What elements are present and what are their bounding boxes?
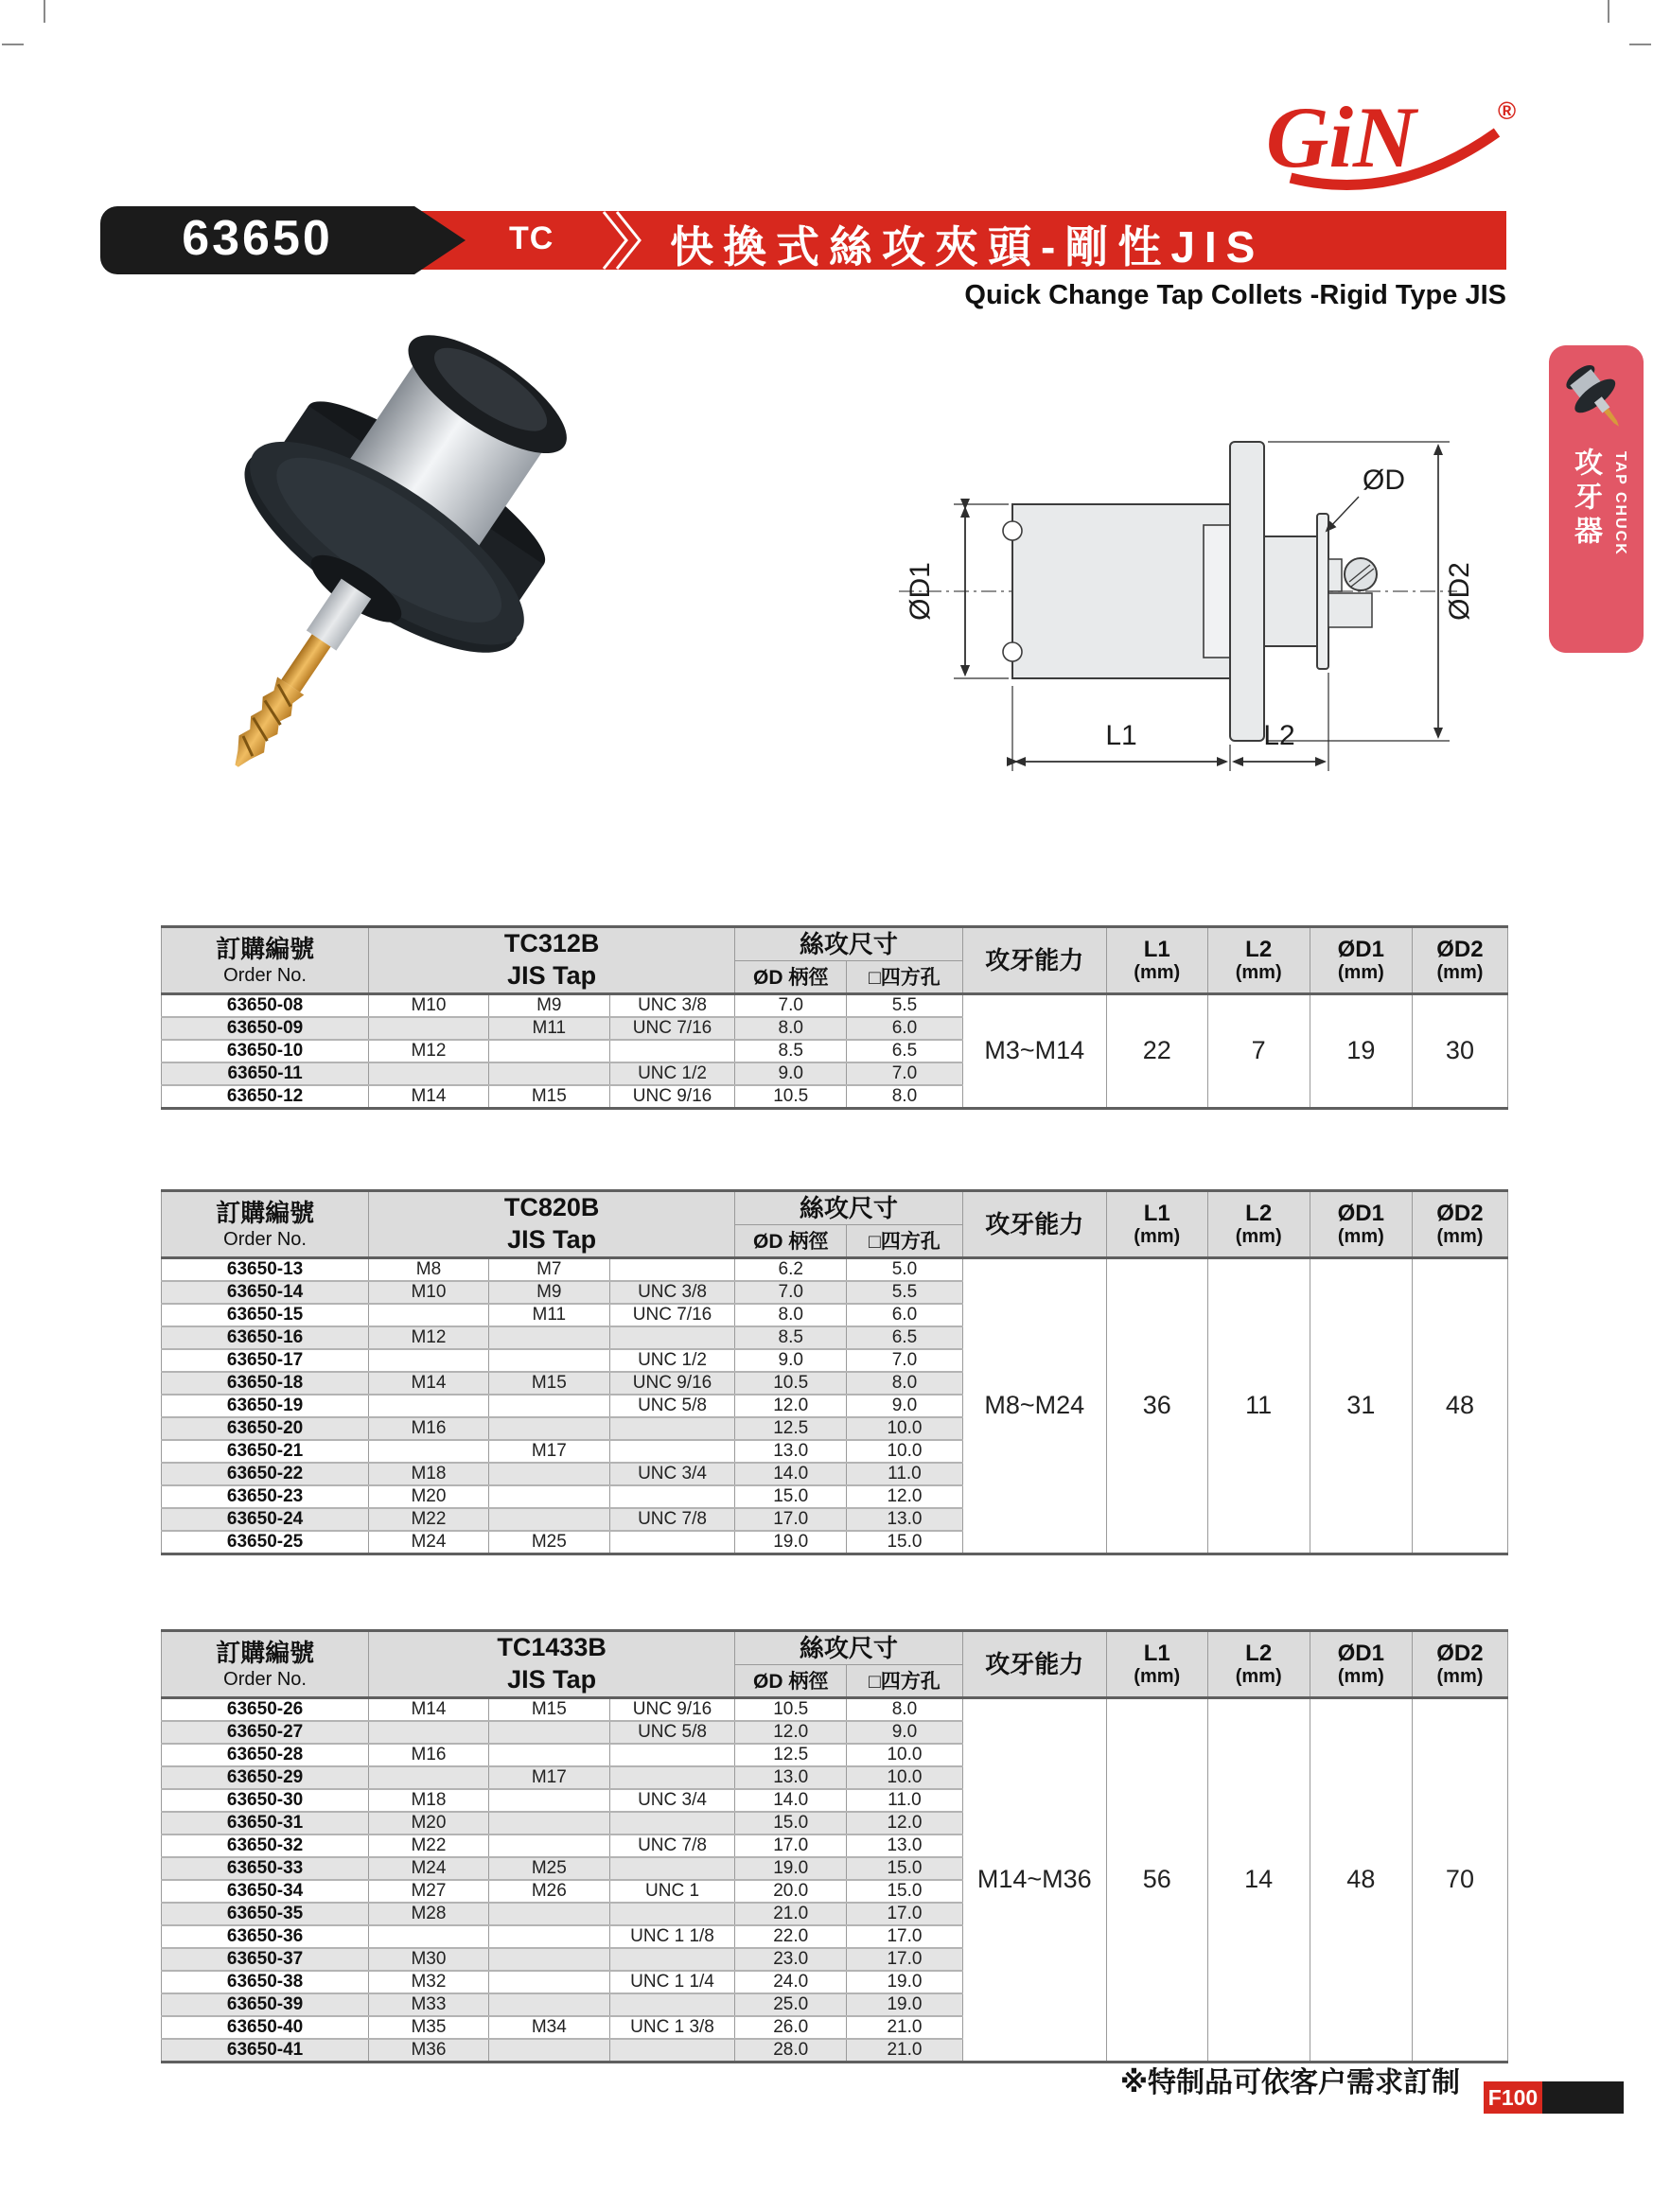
cell-order-no: 63650-32: [162, 1835, 369, 1857]
cell-shank-dia: 10.5: [735, 1697, 847, 1721]
cell-unc-tap: [609, 1257, 734, 1281]
col-header-d2: ØD2 (mm): [1412, 1631, 1507, 1698]
cell-metric-tap-alt: [488, 1395, 609, 1417]
cell-square-hole: 17.0: [847, 1925, 962, 1948]
cell-order-no: 63650-41: [162, 2039, 369, 2063]
cell-metric-tap-alt: [488, 1925, 609, 1948]
cell-metric-tap: [369, 1766, 489, 1789]
col-header-d1: ØD1 (mm): [1310, 1191, 1412, 1258]
cell-shank-dia: 28.0: [735, 2039, 847, 2063]
cell-shank-dia: 12.5: [735, 1417, 847, 1440]
cell-shank-dia: 10.5: [735, 1372, 847, 1395]
col-header-order-no: 訂購編號 Order No.: [162, 927, 369, 994]
cell-shank-dia: 14.0: [735, 1463, 847, 1485]
cell-d2-mm: 48: [1412, 1257, 1507, 1554]
cell-shank-dia: 19.0: [735, 1531, 847, 1554]
cell-square-hole: 21.0: [847, 2039, 962, 2063]
cell-shank-dia: 25.0: [735, 1993, 847, 2016]
cell-square-hole: 5.5: [847, 1281, 962, 1304]
cell-order-no: 63650-17: [162, 1349, 369, 1372]
cell-order-no: 63650-11: [162, 1062, 369, 1085]
cell-unc-tap: UNC 5/8: [609, 1721, 734, 1744]
cell-unc-tap: [609, 1440, 734, 1463]
cell-shank-dia: 9.0: [735, 1062, 847, 1085]
cell-unc-tap: UNC 9/16: [609, 1697, 734, 1721]
cell-square-hole: 11.0: [847, 1789, 962, 1812]
cell-l2-mm: 7: [1207, 993, 1310, 1108]
cell-square-hole: 9.0: [847, 1721, 962, 1744]
cell-shank-dia: 13.0: [735, 1440, 847, 1463]
chevron-icon: [598, 207, 655, 273]
cell-order-no: 63650-08: [162, 993, 369, 1017]
cell-metric-tap-alt: M11: [488, 1017, 609, 1040]
cell-metric-tap: M28: [369, 1903, 489, 1925]
cell-shank-dia: 24.0: [735, 1971, 847, 1993]
cell-metric-tap-alt: M25: [488, 1857, 609, 1880]
cell-metric-tap: M32: [369, 1971, 489, 1993]
cell-shank-dia: 26.0: [735, 2016, 847, 2039]
col-header-tap-size: 絲攻尺寸: [735, 1631, 962, 1665]
cell-metric-tap: [369, 1304, 489, 1326]
cell-order-no: 63650-22: [162, 1463, 369, 1485]
cell-metric-tap-alt: M9: [488, 1281, 609, 1304]
cell-order-no: 63650-18: [162, 1372, 369, 1395]
badge-arrow: [414, 206, 466, 274]
cell-order-no: 63650-24: [162, 1508, 369, 1531]
cell-unc-tap: [609, 1857, 734, 1880]
cell-metric-tap: [369, 1925, 489, 1948]
cell-unc-tap: UNC 3/4: [609, 1789, 734, 1812]
col-header-shank-dia: ØD 柄徑: [735, 961, 847, 993]
cell-l2-mm: 14: [1207, 1697, 1310, 2062]
col-header-model: TC820B JIS Tap: [369, 1191, 735, 1258]
col-header-l1: L1 (mm): [1106, 927, 1207, 994]
cell-order-no: 63650-29: [162, 1766, 369, 1789]
custom-order-footnote: ※特制品可依客户需求訂制: [1119, 2067, 1460, 2098]
cell-shank-dia: 8.5: [735, 1040, 847, 1062]
col-header-d1: ØD1 (mm): [1310, 927, 1412, 994]
cell-order-no: 63650-20: [162, 1417, 369, 1440]
cell-metric-tap: M12: [369, 1040, 489, 1062]
cell-metric-tap-alt: [488, 1971, 609, 1993]
cell-metric-tap-alt: [488, 1948, 609, 1971]
cell-unc-tap: [609, 1417, 734, 1440]
cell-square-hole: 15.0: [847, 1857, 962, 1880]
cell-metric-tap: M30: [369, 1948, 489, 1971]
cell-unc-tap: [609, 1040, 734, 1062]
cell-metric-tap-alt: [488, 1040, 609, 1062]
cell-metric-tap-alt: [488, 1993, 609, 2016]
table-row: [162, 993, 1508, 1017]
cell-order-no: 63650-13: [162, 1257, 369, 1281]
cell-square-hole: 13.0: [847, 1835, 962, 1857]
cell-metric-tap-alt: M15: [488, 1697, 609, 1721]
cell-square-hole: 6.5: [847, 1040, 962, 1062]
cell-unc-tap: UNC 1 1/8: [609, 1925, 734, 1948]
cell-square-hole: 8.0: [847, 1372, 962, 1395]
cell-metric-tap-alt: [488, 1903, 609, 1925]
cell-square-hole: 5.5: [847, 993, 962, 1017]
cell-metric-tap-alt: [488, 1326, 609, 1349]
cell-shank-dia: 23.0: [735, 1948, 847, 1971]
cell-square-hole: 8.0: [847, 1085, 962, 1109]
col-header-model: TC1433B JIS Tap: [369, 1631, 735, 1698]
cell-shank-dia: 8.0: [735, 1017, 847, 1040]
cell-order-no: 63650-30: [162, 1789, 369, 1812]
cell-metric-tap: [369, 1440, 489, 1463]
cell-d2-mm: 70: [1412, 1697, 1507, 2062]
cell-unc-tap: UNC 3/8: [609, 1281, 734, 1304]
cell-shank-dia: 17.0: [735, 1508, 847, 1531]
cell-metric-tap: M10: [369, 993, 489, 1017]
cell-metric-tap: M20: [369, 1812, 489, 1835]
tab-label-zh: 攻牙器: [1570, 448, 1601, 550]
table-row: [162, 1257, 1508, 1281]
col-header-l1: L1 (mm): [1106, 1631, 1207, 1698]
cell-square-hole: 17.0: [847, 1903, 962, 1925]
cell-d1-mm: 19: [1310, 993, 1412, 1108]
dim-label-d2: ØD2: [1444, 562, 1475, 621]
cell-shank-dia: 6.2: [735, 1257, 847, 1281]
cell-shank-dia: 17.0: [735, 1835, 847, 1857]
crop-mark: [1629, 44, 1651, 45]
cell-unc-tap: [609, 2039, 734, 2063]
cell-l2-mm: 11: [1207, 1257, 1310, 1554]
cell-metric-tap-alt: M26: [488, 1880, 609, 1903]
cell-shank-dia: 7.0: [735, 1281, 847, 1304]
cell-shank-dia: 8.0: [735, 1304, 847, 1326]
cell-unc-tap: [609, 1744, 734, 1766]
col-header-model: TC312B JIS Tap: [369, 927, 735, 994]
col-header-order-no: 訂購編號 Order No.: [162, 1631, 369, 1698]
cell-order-no: 63650-09: [162, 1017, 369, 1040]
cell-unc-tap: [609, 1948, 734, 1971]
cell-unc-tap: [609, 1326, 734, 1349]
cell-metric-tap: M14: [369, 1085, 489, 1109]
header-banner: [397, 211, 1506, 270]
cell-shank-dia: 12.0: [735, 1721, 847, 1744]
brand-logo: [1258, 83, 1533, 202]
cell-order-no: 63650-37: [162, 1948, 369, 1971]
cell-metric-tap: M35: [369, 2016, 489, 2039]
cell-unc-tap: UNC 1/2: [609, 1349, 734, 1372]
cell-shank-dia: 9.0: [735, 1349, 847, 1372]
cell-square-hole: 7.0: [847, 1349, 962, 1372]
cell-order-no: 63650-21: [162, 1440, 369, 1463]
page-title-zh: 快換式絲攻夾頭-剛性JIS: [670, 222, 1265, 272]
col-header-tap-size: 絲攻尺寸: [735, 1191, 962, 1225]
spec-table: [161, 1189, 1508, 1555]
cell-metric-tap: M20: [369, 1485, 489, 1508]
dim-label-l2: L2: [1263, 720, 1295, 751]
cell-unc-tap: UNC 1 3/8: [609, 2016, 734, 2039]
cell-tapping-capacity: M14~M36: [962, 1697, 1106, 2062]
col-header-d1: ØD1 (mm): [1310, 1631, 1412, 1698]
cell-unc-tap: [609, 1531, 734, 1554]
cell-order-no: 63650-23: [162, 1485, 369, 1508]
spec-table-host-tc820b: [161, 1189, 1508, 1555]
cell-metric-tap-alt: [488, 1349, 609, 1372]
cell-tapping-capacity: M8~M24: [962, 1257, 1106, 1554]
cell-metric-tap-alt: [488, 1835, 609, 1857]
cell-l1-mm: 36: [1106, 1257, 1207, 1554]
series-code: TC: [509, 220, 554, 256]
cell-order-no: 63650-25: [162, 1531, 369, 1554]
page-number: F100: [1484, 2081, 1542, 2114]
cell-d1-mm: 48: [1310, 1697, 1412, 2062]
cell-unc-tap: UNC 1: [609, 1880, 734, 1903]
cell-unc-tap: UNC 7/16: [609, 1304, 734, 1326]
cell-shank-dia: 12.0: [735, 1395, 847, 1417]
cell-square-hole: 10.0: [847, 1440, 962, 1463]
cell-order-no: 63650-19: [162, 1395, 369, 1417]
cell-square-hole: 7.0: [847, 1062, 962, 1085]
cell-shank-dia: 15.0: [735, 1812, 847, 1835]
cell-metric-tap-alt: [488, 1485, 609, 1508]
cell-unc-tap: UNC 1 1/4: [609, 1971, 734, 1993]
cell-metric-tap: M33: [369, 1993, 489, 2016]
cell-l1-mm: 56: [1106, 1697, 1207, 2062]
cell-square-hole: 10.0: [847, 1417, 962, 1440]
cell-metric-tap: M22: [369, 1508, 489, 1531]
col-header-capacity: 攻牙能力: [962, 927, 1106, 994]
cell-metric-tap-alt: [488, 1744, 609, 1766]
crop-mark: [44, 0, 45, 23]
cell-shank-dia: 19.0: [735, 1857, 847, 1880]
cell-l1-mm: 22: [1106, 993, 1207, 1108]
dim-label-d1: ØD1: [905, 562, 936, 621]
cell-square-hole: 19.0: [847, 1993, 962, 2016]
cell-shank-dia: 8.5: [735, 1326, 847, 1349]
col-header-d2: ØD2 (mm): [1412, 927, 1507, 994]
cell-shank-dia: 15.0: [735, 1485, 847, 1508]
col-header-square-hole: □四方孔: [847, 1665, 962, 1697]
cell-unc-tap: UNC 9/16: [609, 1372, 734, 1395]
cell-square-hole: 9.0: [847, 1395, 962, 1417]
cell-metric-tap-alt: M15: [488, 1085, 609, 1109]
cell-shank-dia: 22.0: [735, 1925, 847, 1948]
cell-metric-tap-alt: [488, 1789, 609, 1812]
cell-metric-tap-alt: M25: [488, 1531, 609, 1554]
cell-metric-tap-alt: M9: [488, 993, 609, 1017]
cell-order-no: 63650-28: [162, 1744, 369, 1766]
cell-unc-tap: UNC 3/8: [609, 993, 734, 1017]
product-photo-collet: [161, 303, 710, 851]
cell-metric-tap: M16: [369, 1417, 489, 1440]
cell-unc-tap: [609, 1993, 734, 2016]
cell-metric-tap-alt: [488, 1508, 609, 1531]
cell-metric-tap: M36: [369, 2039, 489, 2063]
col-header-l2: L2 (mm): [1207, 1631, 1310, 1698]
spec-table-host-tc1433b: [161, 1629, 1508, 2063]
cell-order-no: 63650-31: [162, 1812, 369, 1835]
cell-unc-tap: [609, 1485, 734, 1508]
cell-square-hole: 6.0: [847, 1017, 962, 1040]
cell-square-hole: 10.0: [847, 1766, 962, 1789]
cell-unc-tap: UNC 7/16: [609, 1017, 734, 1040]
cell-unc-tap: [609, 1766, 734, 1789]
cell-order-no: 63650-16: [162, 1326, 369, 1349]
spec-table: [161, 1629, 1508, 2063]
cell-order-no: 63650-27: [162, 1721, 369, 1744]
col-header-square-hole: □四方孔: [847, 961, 962, 993]
dim-label-d: ØD: [1363, 465, 1405, 496]
cell-square-hole: 8.0: [847, 1697, 962, 1721]
cell-metric-tap: M27: [369, 1880, 489, 1903]
category-tab: [1549, 345, 1644, 653]
tab-label-en: TAP CHUCK: [1612, 451, 1628, 556]
col-header-tap-size: 絲攻尺寸: [735, 927, 962, 961]
cell-metric-tap: M24: [369, 1531, 489, 1554]
col-header-l2: L2 (mm): [1207, 927, 1310, 994]
cell-square-hole: 12.0: [847, 1485, 962, 1508]
cell-metric-tap: M12: [369, 1326, 489, 1349]
crop-mark: [1608, 0, 1609, 23]
cell-unc-tap: UNC 1/2: [609, 1062, 734, 1085]
cell-square-hole: 12.0: [847, 1812, 962, 1835]
col-header-order-no: 訂購編號 Order No.: [162, 1191, 369, 1258]
cell-order-no: 63650-36: [162, 1925, 369, 1948]
cell-metric-tap: M8: [369, 1257, 489, 1281]
cell-unc-tap: UNC 9/16: [609, 1085, 734, 1109]
cell-square-hole: 11.0: [847, 1463, 962, 1485]
col-header-capacity: 攻牙能力: [962, 1191, 1106, 1258]
cell-metric-tap-alt: [488, 1812, 609, 1835]
cell-metric-tap-alt: M15: [488, 1372, 609, 1395]
page-title-en: Quick Change Tap Collets -Rigid Type JIS: [964, 280, 1506, 310]
cell-metric-tap: [369, 1017, 489, 1040]
technical-diagram: [870, 393, 1495, 809]
cell-square-hole: 10.0: [847, 1744, 962, 1766]
registered-mark: ®: [1498, 97, 1517, 125]
col-header-l1: L1 (mm): [1106, 1191, 1207, 1258]
cell-shank-dia: 14.0: [735, 1789, 847, 1812]
cell-order-no: 63650-12: [162, 1085, 369, 1109]
cell-metric-tap: [369, 1349, 489, 1372]
cell-square-hole: 13.0: [847, 1508, 962, 1531]
col-header-d2: ØD2 (mm): [1412, 1191, 1507, 1258]
cell-d2-mm: 30: [1412, 993, 1507, 1108]
cell-order-no: 63650-33: [162, 1857, 369, 1880]
cell-metric-tap: [369, 1395, 489, 1417]
cell-metric-tap: M24: [369, 1857, 489, 1880]
cell-order-no: 63650-40: [162, 2016, 369, 2039]
cell-order-no: 63650-15: [162, 1304, 369, 1326]
cell-d1-mm: 31: [1310, 1257, 1412, 1554]
cell-metric-tap-alt: [488, 2039, 609, 2063]
cell-shank-dia: 12.5: [735, 1744, 847, 1766]
cell-metric-tap: M22: [369, 1835, 489, 1857]
cell-square-hole: 17.0: [847, 1948, 962, 1971]
col-header-l2: L2 (mm): [1207, 1191, 1310, 1258]
col-header-shank-dia: ØD 柄徑: [735, 1665, 847, 1697]
crop-mark: [2, 44, 24, 45]
col-header-capacity: 攻牙能力: [962, 1631, 1106, 1698]
cell-unc-tap: UNC 7/8: [609, 1508, 734, 1531]
cell-tapping-capacity: M3~M14: [962, 993, 1106, 1108]
cell-shank-dia: 13.0: [735, 1766, 847, 1789]
cell-metric-tap-alt: M7: [488, 1257, 609, 1281]
cell-order-no: 63650-10: [162, 1040, 369, 1062]
cell-metric-tap-alt: M17: [488, 1440, 609, 1463]
cell-metric-tap: M18: [369, 1789, 489, 1812]
tab-thumbnail-collet: [1560, 355, 1632, 445]
cell-square-hole: 21.0: [847, 2016, 962, 2039]
cell-square-hole: 15.0: [847, 1880, 962, 1903]
cell-unc-tap: UNC 7/8: [609, 1835, 734, 1857]
cell-order-no: 63650-26: [162, 1697, 369, 1721]
cell-square-hole: 19.0: [847, 1971, 962, 1993]
cell-unc-tap: [609, 1812, 734, 1835]
spec-table: [161, 925, 1508, 1110]
cell-metric-tap: [369, 1721, 489, 1744]
cell-metric-tap-alt: M17: [488, 1766, 609, 1789]
page-badge-bar: [1542, 2081, 1624, 2114]
cell-square-hole: 6.5: [847, 1326, 962, 1349]
cell-unc-tap: UNC 3/4: [609, 1463, 734, 1485]
cell-metric-tap: M14: [369, 1372, 489, 1395]
cell-metric-tap-alt: [488, 1721, 609, 1744]
cell-metric-tap: M18: [369, 1463, 489, 1485]
cell-shank-dia: 7.0: [735, 993, 847, 1017]
col-header-shank-dia: ØD 柄徑: [735, 1225, 847, 1257]
cell-metric-tap-alt: [488, 1417, 609, 1440]
cell-metric-tap: M10: [369, 1281, 489, 1304]
cell-metric-tap: M14: [369, 1697, 489, 1721]
cell-shank-dia: 21.0: [735, 1903, 847, 1925]
cell-metric-tap: [369, 1062, 489, 1085]
product-code: 63650: [182, 211, 333, 266]
cell-square-hole: 15.0: [847, 1531, 962, 1554]
cell-metric-tap-alt: [488, 1463, 609, 1485]
brand-name-text: GiN: [1266, 89, 1416, 185]
cell-order-no: 63650-39: [162, 1993, 369, 2016]
cell-order-no: 63650-34: [162, 1880, 369, 1903]
cell-metric-tap-alt: M11: [488, 1304, 609, 1326]
cell-metric-tap-alt: [488, 1062, 609, 1085]
cell-shank-dia: 10.5: [735, 1085, 847, 1109]
cell-shank-dia: 20.0: [735, 1880, 847, 1903]
cell-square-hole: 5.0: [847, 1257, 962, 1281]
col-header-square-hole: □四方孔: [847, 1225, 962, 1257]
cell-order-no: 63650-35: [162, 1903, 369, 1925]
cell-metric-tap-alt: M34: [488, 2016, 609, 2039]
cell-order-no: 63650-14: [162, 1281, 369, 1304]
cell-order-no: 63650-38: [162, 1971, 369, 1993]
cell-metric-tap: M16: [369, 1744, 489, 1766]
table-row: [162, 1697, 1508, 1721]
cell-unc-tap: UNC 5/8: [609, 1395, 734, 1417]
cell-square-hole: 6.0: [847, 1304, 962, 1326]
cell-unc-tap: [609, 1903, 734, 1925]
spec-table-host-tc312b: [161, 925, 1508, 1110]
dim-label-l1: L1: [1105, 720, 1137, 751]
